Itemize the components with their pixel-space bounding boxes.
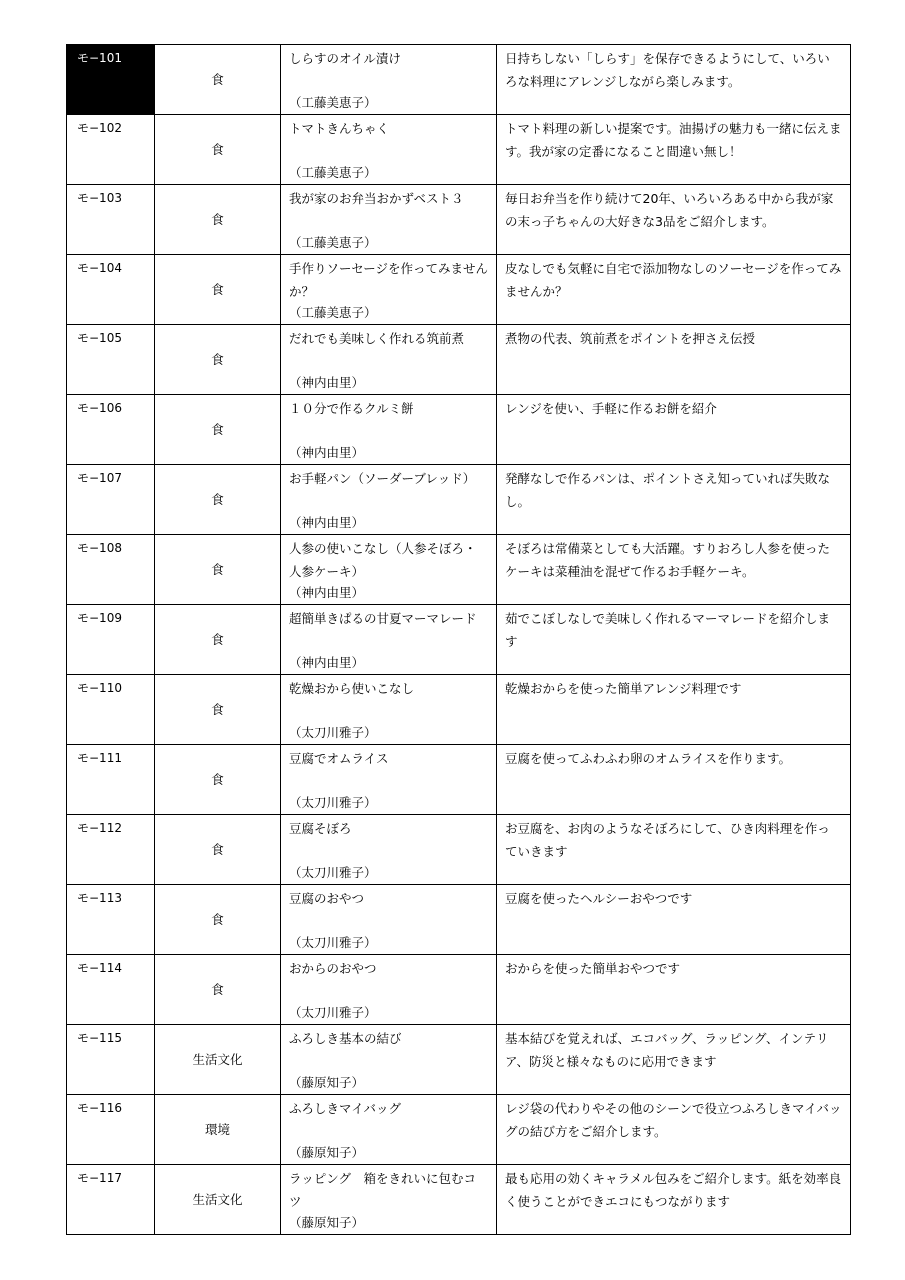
program-category: 食 bbox=[155, 45, 281, 115]
table-row bbox=[67, 885, 851, 955]
program-author: （工藤美恵子） bbox=[289, 95, 377, 110]
program-author: （神内由里） bbox=[289, 445, 365, 460]
program-title-cell bbox=[281, 115, 497, 185]
program-category: 食 bbox=[155, 675, 281, 745]
program-title-cell bbox=[281, 465, 497, 535]
program-title: おからのおやつ bbox=[289, 961, 377, 976]
program-description: おからを使った簡単おやつです bbox=[497, 955, 851, 1025]
program-id: モ−113 bbox=[67, 885, 155, 955]
program-id: モ−109 bbox=[67, 605, 155, 675]
program-id: モ−110 bbox=[67, 675, 155, 745]
program-description: レンジを使い、手軽に作るお餅を紹介 bbox=[497, 395, 851, 465]
program-author: （神内由里） bbox=[289, 375, 365, 390]
program-category: 食 bbox=[155, 255, 281, 325]
program-title: だれでも美味しく作れる筑前煮 bbox=[289, 331, 465, 346]
program-title: 超簡単きぱるの甘夏マーマレード bbox=[289, 611, 477, 626]
program-title: 豆腐のおやつ bbox=[289, 891, 365, 906]
program-author: （太刀川雅子） bbox=[289, 795, 377, 810]
table-row bbox=[67, 1165, 851, 1235]
program-category: 食 bbox=[155, 185, 281, 255]
program-title: ふろしき基本の結び bbox=[289, 1031, 402, 1046]
program-id: モ−108 bbox=[67, 535, 155, 605]
table-row bbox=[67, 815, 851, 885]
program-description: 豆腐を使ったヘルシーおやつです bbox=[497, 885, 851, 955]
program-title-cell bbox=[281, 1025, 497, 1095]
program-description: お豆腐を、お肉のようなそぼろにして、ひき肉料理を作っていきます bbox=[497, 815, 851, 885]
program-title: 豆腐でオムライス bbox=[289, 751, 389, 766]
program-title: トマトきんちゃく bbox=[289, 121, 390, 136]
program-description: 茹でこぼしなしで美味しく作れるマーマレードを紹介します bbox=[497, 605, 851, 675]
program-id: モ−103 bbox=[67, 185, 155, 255]
program-author: （工藤美恵子） bbox=[289, 305, 377, 320]
program-title: ふろしきマイバッグ bbox=[289, 1101, 402, 1116]
program-id: モ−115 bbox=[67, 1025, 155, 1095]
program-title-cell bbox=[281, 675, 497, 745]
table-row bbox=[67, 1025, 851, 1095]
program-id: モ−107 bbox=[67, 465, 155, 535]
program-title-cell bbox=[281, 1165, 497, 1235]
program-title: 乾燥おから使いこなし bbox=[289, 681, 415, 696]
program-id: モ−114 bbox=[67, 955, 155, 1025]
program-title: お手軽パン（ソーダーブレッド） bbox=[289, 471, 476, 486]
program-id: モ−104 bbox=[67, 255, 155, 325]
program-title: １０分で作るクルミ餅 bbox=[289, 401, 414, 416]
program-category: 食 bbox=[155, 535, 281, 605]
table-row bbox=[67, 675, 851, 745]
program-category: 食 bbox=[155, 955, 281, 1025]
program-category: 食 bbox=[155, 325, 281, 395]
program-author: （藤原知子） bbox=[289, 1215, 365, 1230]
table-row bbox=[67, 325, 851, 395]
table-row bbox=[67, 605, 851, 675]
program-title-cell bbox=[281, 745, 497, 815]
table-row bbox=[67, 255, 851, 325]
program-table-body bbox=[67, 45, 851, 1235]
table-row bbox=[67, 185, 851, 255]
program-description: レジ袋の代わりやその他のシーンで役立つふろしきマイバッグの結び方をご紹介します。 bbox=[497, 1095, 851, 1165]
program-title-cell bbox=[281, 955, 497, 1025]
table-row bbox=[67, 395, 851, 465]
program-title-cell bbox=[281, 185, 497, 255]
program-description: 乾燥おからを使った簡単アレンジ料理です bbox=[497, 675, 851, 745]
program-title-cell bbox=[281, 1095, 497, 1165]
program-id: モ−111 bbox=[67, 745, 155, 815]
program-description: 発酵なしで作るパンは、ポイントさえ知っていれば失敗なし。 bbox=[497, 465, 851, 535]
program-description: 毎日お弁当を作り続けて20年、いろいろある中から我が家の末っ子ちゃんの大好きな3品をご紹介します。 bbox=[497, 185, 851, 255]
program-title-cell bbox=[281, 395, 497, 465]
program-title-cell bbox=[281, 605, 497, 675]
program-description: 日持ちしない「しらす」を保存できるようにして、いろいろな料理にアレンジしながら楽しみます。 bbox=[497, 45, 851, 115]
program-category: 食 bbox=[155, 395, 281, 465]
program-description: 基本結びを覚えれば、エコバッグ、ラッピング、インテリア、防災と様々なものに応用できます bbox=[497, 1025, 851, 1095]
program-category: 食 bbox=[155, 885, 281, 955]
program-description: 皮なしでも気軽に自宅で添加物なしのソーセージを作ってみませんか？ bbox=[497, 255, 851, 325]
program-author: （太刀川雅子） bbox=[289, 935, 377, 950]
program-author: （藤原知子） bbox=[289, 1145, 365, 1160]
program-title-cell bbox=[281, 325, 497, 395]
program-author: （工藤美恵子） bbox=[289, 165, 377, 180]
program-author: （太刀川雅子） bbox=[289, 725, 377, 740]
program-id: モ−106 bbox=[67, 395, 155, 465]
program-category: 生活文化 bbox=[155, 1165, 281, 1235]
program-id: モ−116 bbox=[67, 1095, 155, 1165]
program-list-page bbox=[66, 44, 850, 1235]
program-title-cell bbox=[281, 815, 497, 885]
program-author: （神内由里） bbox=[289, 585, 365, 600]
program-id: モ−112 bbox=[67, 815, 155, 885]
program-author: （神内由里） bbox=[289, 655, 365, 670]
program-title: ラッピング 箱をきれいに包むコツ bbox=[289, 1171, 477, 1209]
program-description: トマト料理の新しい提案です。油揚げの魅力も一緒に伝えます。我が家の定番になること間違い無し！ bbox=[497, 115, 851, 185]
program-title: 豆腐そぼろ bbox=[289, 821, 352, 836]
program-category: 環境 bbox=[155, 1095, 281, 1165]
table-row bbox=[67, 1095, 851, 1165]
program-title-cell bbox=[281, 255, 497, 325]
program-id: モ−117 bbox=[67, 1165, 155, 1235]
program-id: モ−101 bbox=[67, 45, 155, 115]
program-table bbox=[66, 44, 851, 1235]
program-author: （太刀川雅子） bbox=[289, 1005, 377, 1020]
program-title-cell bbox=[281, 535, 497, 605]
program-title: 手作りソーセージを作ってみませんか？ bbox=[289, 261, 489, 299]
program-title: 人参の使いこなし（人参そぼろ・人参ケーキ） bbox=[289, 541, 477, 579]
program-author: （工藤美恵子） bbox=[289, 235, 377, 250]
program-description: 煮物の代表、筑前煮をポイントを押さえ伝授 bbox=[497, 325, 851, 395]
program-category: 食 bbox=[155, 115, 281, 185]
program-category: 食 bbox=[155, 745, 281, 815]
program-id: モ−105 bbox=[67, 325, 155, 395]
program-category: 食 bbox=[155, 815, 281, 885]
program-author: （神内由里） bbox=[289, 515, 365, 530]
table-row bbox=[67, 955, 851, 1025]
program-title-cell bbox=[281, 885, 497, 955]
table-row bbox=[67, 115, 851, 185]
program-description: 豆腐を使ってふわふわ卵のオムライスを作ります。 bbox=[497, 745, 851, 815]
program-title: 我が家のお弁当おかずベスト３ bbox=[289, 191, 464, 206]
program-description: 最も応用の効くキャラメル包みをご紹介します。紙を効率良く使うことができエコにもつながります bbox=[497, 1165, 851, 1235]
program-author: （太刀川雅子） bbox=[289, 865, 377, 880]
program-title-cell bbox=[281, 45, 497, 115]
program-author: （藤原知子） bbox=[289, 1075, 365, 1090]
program-title: しらすのオイル漬け bbox=[289, 51, 401, 66]
table-row bbox=[67, 45, 851, 115]
program-category: 食 bbox=[155, 465, 281, 535]
table-row bbox=[67, 745, 851, 815]
program-description: そぼろは常備菜としても大活躍。すりおろし人参を使ったケーキは菜種油を混ぜて作るお手軽ケーキ。 bbox=[497, 535, 851, 605]
table-row bbox=[67, 465, 851, 535]
program-category: 食 bbox=[155, 605, 281, 675]
table-row bbox=[67, 535, 851, 605]
program-id: モ−102 bbox=[67, 115, 155, 185]
program-category: 生活文化 bbox=[155, 1025, 281, 1095]
